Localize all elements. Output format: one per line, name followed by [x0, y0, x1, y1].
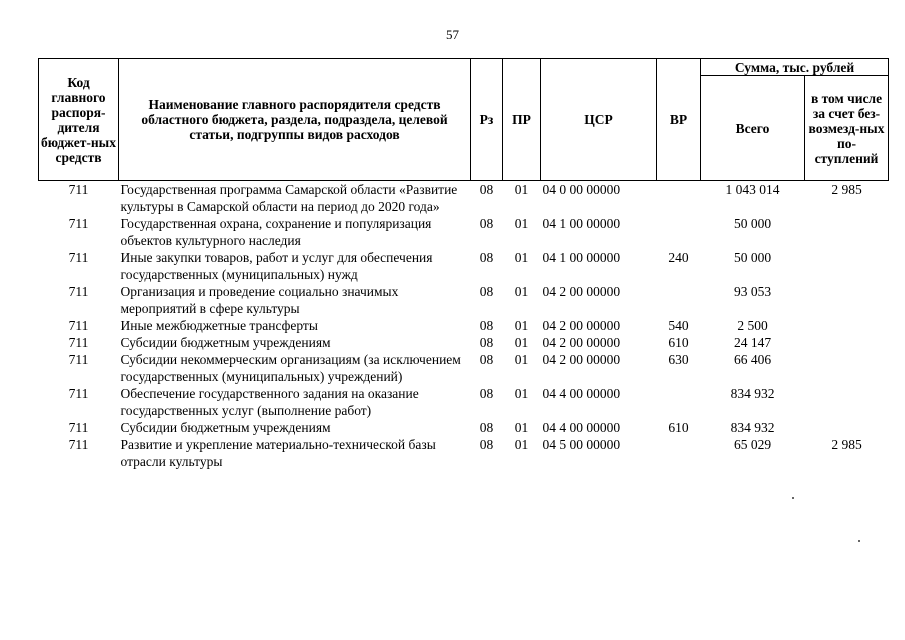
- cell-code: 711: [68, 352, 89, 367]
- cell-pr: 01: [514, 420, 529, 435]
- cell-total: 50 000: [733, 216, 772, 231]
- cell-pr: 01: [514, 386, 529, 401]
- cell-csr: 04 2 00 00000: [542, 352, 621, 367]
- table-row: [39, 317, 889, 334]
- header-code: Код главного распоря-дителя бюджет-ных средств: [39, 59, 119, 181]
- cell-name: Субсидии бюджетным учреждениям: [120, 420, 331, 435]
- cell-vr: 540: [668, 318, 689, 333]
- table-row: [39, 436, 889, 470]
- cell-rz: 08: [479, 352, 494, 367]
- table-body: [39, 181, 889, 471]
- cell-pr: 01: [514, 437, 529, 452]
- page-number: 57: [446, 27, 459, 42]
- cell-vr: [657, 181, 701, 216]
- header-pr: ПР: [503, 59, 541, 181]
- cell-free: [805, 351, 889, 385]
- cell-code: 711: [68, 284, 89, 299]
- table-row: [39, 215, 889, 249]
- cell-rz: 08: [479, 386, 494, 401]
- header-free: в том числе за счет без-возмезд-ных по-ступлений: [805, 76, 889, 181]
- table-row: [39, 419, 889, 436]
- cell-total: 834 932: [730, 386, 775, 401]
- cell-pr: 01: [514, 216, 529, 231]
- cell-free: [805, 283, 889, 317]
- table-row: [39, 181, 889, 216]
- scan-speck: [792, 497, 794, 499]
- cell-name: Субсидии некоммерческим организациям (за исключением государственных (муниципальных) учреждений): [120, 352, 461, 384]
- scan-speck: [858, 540, 860, 542]
- table-row: [39, 385, 889, 419]
- cell-pr: 01: [514, 284, 529, 299]
- table-row: [39, 283, 889, 317]
- cell-code: 711: [68, 386, 89, 401]
- header-sum: Сумма, тыс. рублей: [701, 59, 889, 76]
- cell-csr: 04 2 00 00000: [542, 318, 621, 333]
- cell-name: Обеспечение государственного задания на оказание государственных услуг (выполнение работ): [120, 386, 419, 418]
- cell-rz: 08: [479, 182, 494, 197]
- cell-free: [805, 317, 889, 334]
- cell-free: 2 985: [831, 437, 862, 452]
- cell-total: 50 000: [733, 250, 772, 265]
- cell-name: Организация и проведение социально значимых мероприятий в сфере культуры: [120, 284, 399, 316]
- cell-code: 711: [68, 182, 89, 197]
- cell-rz: 08: [479, 437, 494, 452]
- cell-pr: 01: [514, 335, 529, 350]
- cell-vr: [657, 385, 701, 419]
- cell-pr: 01: [514, 318, 529, 333]
- cell-csr: 04 0 00 00000: [542, 182, 621, 197]
- cell-pr: 01: [514, 250, 529, 265]
- cell-name: Государственная охрана, сохранение и популяризация объектов культурного наследия: [120, 216, 432, 248]
- cell-csr: 04 4 00 00000: [542, 386, 621, 401]
- cell-code: 711: [68, 216, 89, 231]
- cell-free: [805, 334, 889, 351]
- cell-code: 711: [68, 437, 89, 452]
- header-rz: Рз: [471, 59, 503, 181]
- cell-csr: 04 1 00 00000: [542, 216, 621, 231]
- cell-vr: [657, 436, 701, 470]
- cell-name: Субсидии бюджетным учреждениям: [120, 335, 331, 350]
- cell-name: Иные межбюджетные трансферты: [120, 318, 318, 333]
- cell-rz: 08: [479, 335, 494, 350]
- cell-free: 2 985: [831, 182, 862, 197]
- cell-csr: 04 4 00 00000: [542, 420, 621, 435]
- cell-code: 711: [68, 335, 89, 350]
- cell-rz: 08: [479, 216, 494, 231]
- cell-csr: 04 5 00 00000: [542, 437, 621, 452]
- cell-rz: 08: [479, 318, 494, 333]
- cell-rz: 08: [479, 284, 494, 299]
- table-row: [39, 351, 889, 385]
- cell-code: 711: [68, 250, 89, 265]
- table-header: [39, 59, 889, 181]
- header-name: Наименование главного распорядителя средств областного бюджета, раздела, подраздела, целевой статьи, подгруппы видов расходов: [119, 59, 471, 181]
- cell-free: [805, 215, 889, 249]
- cell-vr: [657, 283, 701, 317]
- cell-csr: 04 2 00 00000: [542, 284, 621, 299]
- cell-vr: 630: [668, 352, 689, 367]
- cell-total: 65 029: [733, 437, 772, 452]
- header-total: Всего: [701, 76, 805, 181]
- cell-rz: 08: [479, 250, 494, 265]
- cell-code: 711: [68, 318, 89, 333]
- cell-vr: 610: [668, 335, 689, 350]
- cell-total: 93 053: [733, 284, 772, 299]
- cell-vr: [657, 215, 701, 249]
- cell-free: [805, 419, 889, 436]
- header-csr: ЦСР: [541, 59, 657, 181]
- cell-total: 66 406: [733, 352, 772, 367]
- cell-free: [805, 385, 889, 419]
- cell-free: [805, 249, 889, 283]
- cell-name: Иные закупки товаров, работ и услуг для обеспечения государственных (муниципальных) нужд: [120, 250, 433, 282]
- cell-total: 24 147: [733, 335, 772, 350]
- cell-csr: 04 1 00 00000: [542, 250, 621, 265]
- cell-total: 2 500: [737, 318, 768, 333]
- cell-name: Государственная программа Самарской области «Развитие культуры в Самарской области на период до 2020 года»: [120, 182, 458, 214]
- cell-total: 834 932: [730, 420, 775, 435]
- cell-rz: 08: [479, 420, 494, 435]
- cell-vr: 610: [668, 420, 689, 435]
- cell-pr: 01: [514, 182, 529, 197]
- cell-csr: 04 2 00 00000: [542, 335, 621, 350]
- cell-pr: 01: [514, 352, 529, 367]
- table-row: [39, 334, 889, 351]
- header-vr: ВР: [657, 59, 701, 181]
- table-row: [39, 249, 889, 283]
- budget-table: [38, 58, 889, 470]
- cell-code: 711: [68, 420, 89, 435]
- cell-name: Развитие и укрепление материально-технической базы отрасли культуры: [120, 437, 436, 469]
- cell-vr: 240: [668, 250, 689, 265]
- cell-total: 1 043 014: [725, 182, 780, 197]
